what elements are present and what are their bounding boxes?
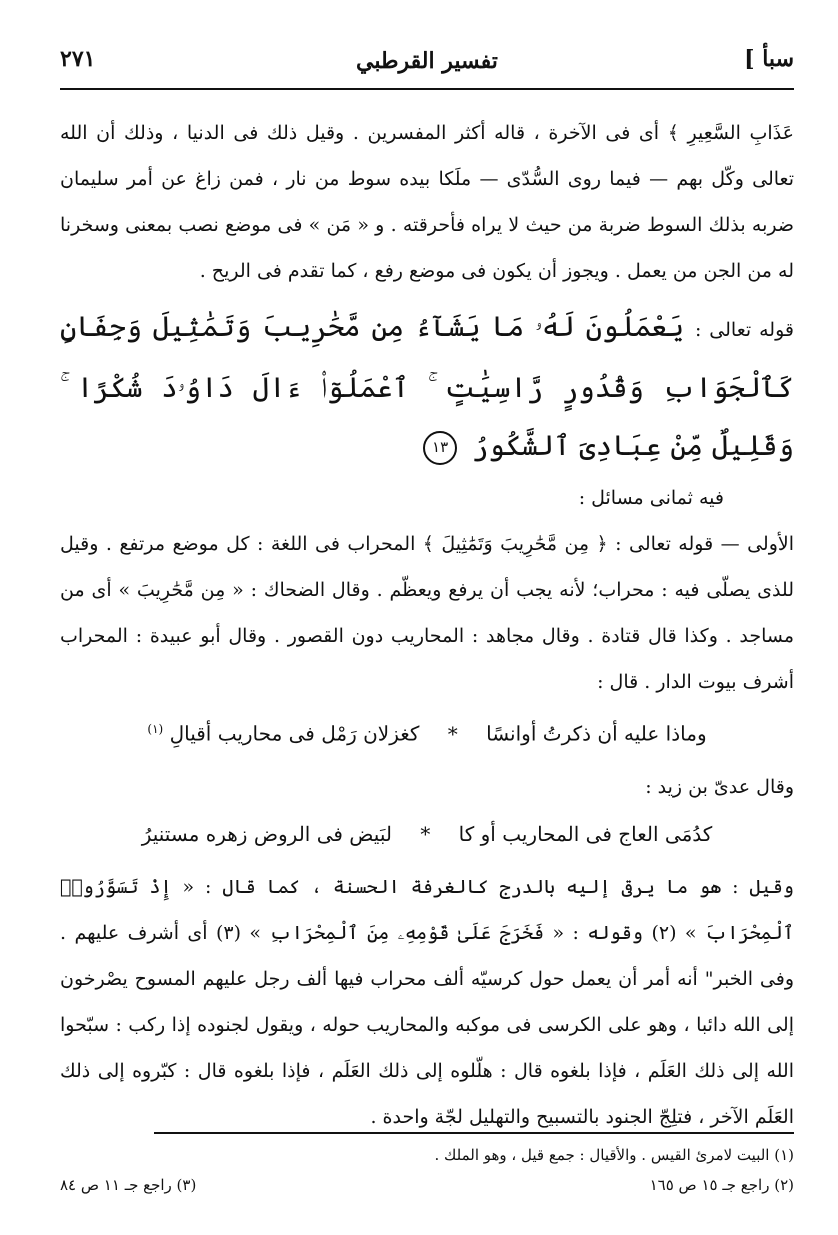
footnote-1: (١) البيت لامرئ القيس . والأقيال : جمع قيل ، وهو الملك . [434,1146,794,1164]
page-body [60,110,794,1140]
adi-line: وقال عدىّ بن زيد : [645,775,794,798]
paragraph-3: وقيل : هو ما يرقى إليه بالدرج كالغرفة الحسنة ، كما قال : « إِذْ تَسَوَّرُوا۟ ٱلْمِحْرَابَ » (٢) وقوله : « فَخَرَجَ عَلَىٰ قَوْمِهِۦ مِنَ ٱلْمِحْرَابِ » (٣) أى أشرف عليهم . وفى الخبر" أنه أمر أن يعمل حول كرسيّه ألف محراب فيها ألف رجل عليهم المسوح يصْرخون إلى الله دائبا ، وهو على الكرسى فى موكبه والمحاريب حوله ، ويقول لجنوده إذا ركب : سبّحوا الله إلى ذلك العَلَم ، فإذا بلغوه قال : هلّلوه إلى ذلك العَلَم ، فإذا بلغوه قال : كبّروه إلى ذلك العَلَم الآخر ، فتلِجّ الجنود بالتسبيح والتهليل لجّة واحدة . [60,875,794,1128]
footnote-2: (٢) راجع جـ ١٥ ص ١٦٥ [649,1176,794,1194]
verse1-second: كغزلان رَمْل فى محاريب أقيالِ [169,721,420,746]
verse-separator: * [420,821,431,846]
poetry-verse-1 [60,707,794,756]
footnote-3: (٣) راجع جـ ١١ ص ٨٤ [60,1176,197,1194]
verse2-first: كدُمَى العاج فى المحاريب أو كا [458,821,713,846]
quran-intro: قوله تعالى : [694,319,794,341]
footnote-marker: (١) [147,722,164,736]
verse-separator: * [447,721,458,746]
sura-name: سبأ ] [744,46,794,72]
paragraph-1: عَذَابِ السَّعِيرِ ﴾ أى فى الآخرة ، قاله أكثر المفسرين . وقيل ذلك فى الدنيا ، وذلك أن الله تعالى وكّل بهم — فيما روى السُّدّى — ملَكا بيده سوط من نار ، فمن زاغ عن أمر سليمان ضربه بذلك السوط ضربة من حيث لا يراه فأحرقته . و « مَن » فى موضع نصب بمعنى وسخرنا له من الجن من يعمل . ويجوز أن يكون فى موضع رفع ، كما تقدم فى الريح . [60,122,794,282]
page-header [60,40,794,90]
quran-verse [60,298,794,475]
paragraph-2: الأولى — قوله تعالى : ﴿ مِن مَّحَٰرِيبَ وَتَمَٰثِيلَ ﴾ المحراب فى اللغة : كل موضع مرتفع . وقيل للذى يصلّى فيه : محراب؛ لأنه يجب أن يرفع ويعظّم . وقال الضحاك : « مِن مَّحَٰرِيبَ » أى من مساجد . وكذا قال قتادة . وقال مجاهد : المحاريب دون القصور . وقال أبو عبيدة : المحراب أشرف بيوت الدار . قال : [60,533,794,693]
footnotes [60,1140,794,1200]
page-number: ٢٧١ [60,46,96,72]
verse2-second: لبَيض فى الروض زهره مستنيرُ [141,821,392,846]
book-title: تفسير القرطبي [356,48,498,74]
ayah-number: ١٣ [423,431,457,465]
footnote-row [60,1170,794,1200]
footnote-divider [154,1132,794,1134]
issues-heading: فيه ثمانى مسائل : [578,487,724,509]
quran-text: يَعْمَلُونَ لَهُۥ مَا يَشَآءُ مِن مَّحَٰرِيبَ وَتَمَٰثِيلَ وَجِفَانٍ كَٱلْجَوَابِ وَقُدُورٍ رَّاسِيَٰتٍ ۚ ٱعْمَلُوٓا۟ ءَالَ دَاوُۥدَ شُكْرًا ۚ وَقَلِيلٌ مِّنْ عِبَادِىَ ٱلشَّكُورُ [60,310,794,462]
verse1-first: وماذا عليه أن ذكرتُ أوانسًا [486,721,707,746]
poetry-verse-2 [60,812,794,856]
